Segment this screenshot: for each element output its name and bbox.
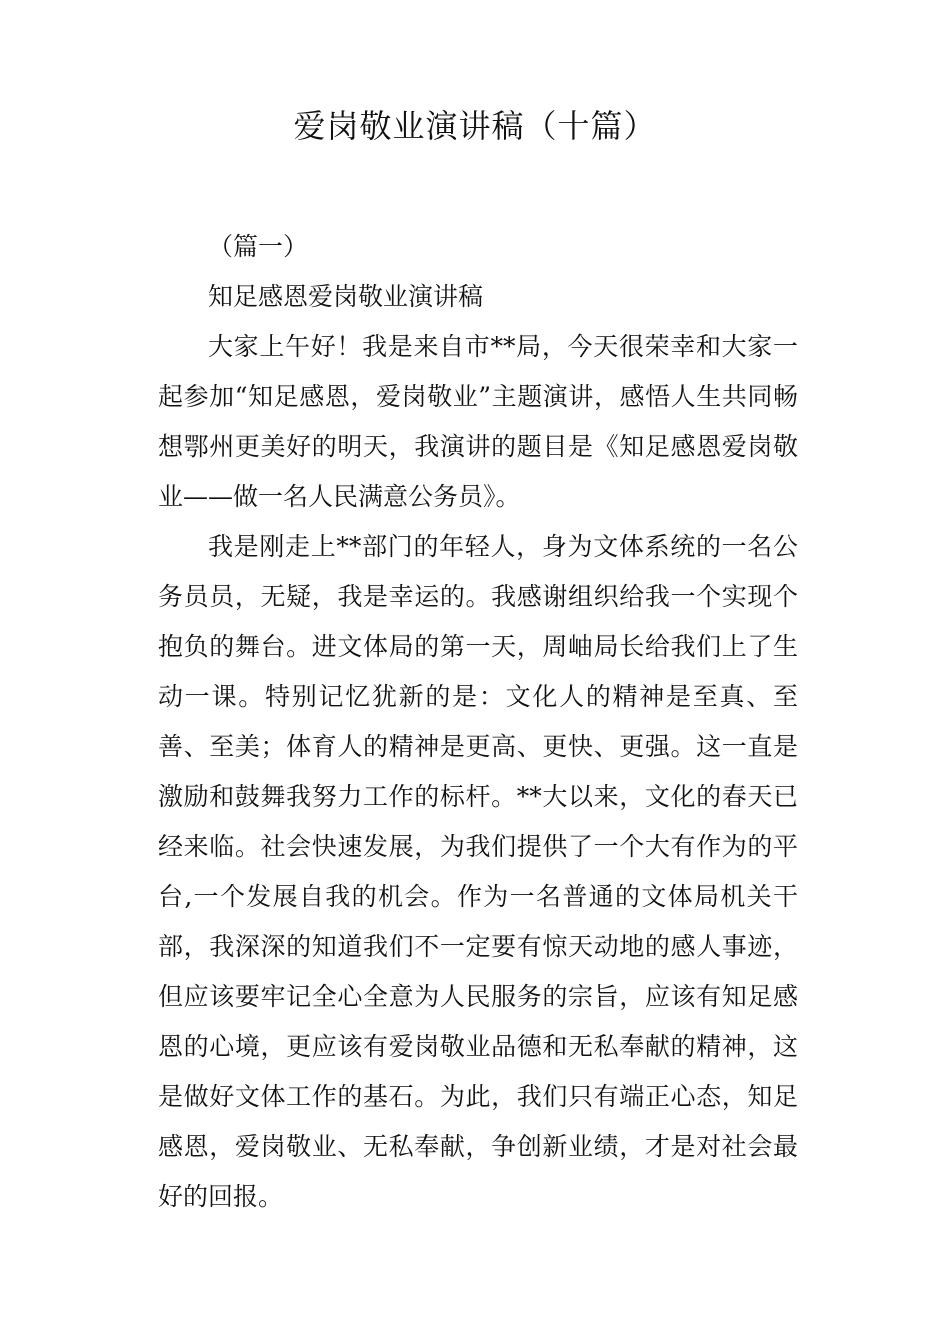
document-body: [158, 222, 798, 1222]
paragraph-1: 大家上午好！我是来自市**局，今天很荣幸和大家一起参加“知足感恩，爱岗敬业”主题演讲，感悟人生共同畅想鄂州更美好的明天，我演讲的题目是《知足感恩爱岗敬业——做一名人民满意公务员》。: [158, 332, 798, 511]
section-label: （篇一）: [208, 232, 309, 261]
paragraph-2: 我是刚走上**部门的年轻人，身为文体系统的一名公务员员，无疑，我是幸运的。我感谢组织给我一个实现个抱负的舞台。进文体局的第一天，周岫局长给我们上了生动一课。特别记忆犹新的是：文化人的精神是至真、至善、至美；体育人的精神是更高、更快、更强。这一直是激励和鼓舞我努力工作的标杆。**大以来，文化的春天已经来临。社会快速发展，为我们提供了一个大有作为的平台,一个发展自我的机会。作为一名普通的文体局机关干部，我深深的知道我们不一定要有惊天动地的感人事迹，但应该要牢记全心全意为人民服务的宗旨，应该有知足感恩的心境，更应该有爱岗敬业品德和无私奉献的精神，这是做好文体工作的基石。为此，我们只有端正心态，知足感恩，爱岗敬业、无私奉献，争创新业绩，才是对社会最好的回报。: [158, 532, 798, 1211]
speech-subtitle: 知足感恩爱岗敬业演讲稿: [208, 282, 484, 311]
document-title: 爱岗敬业演讲稿（十篇）: [293, 107, 657, 145]
